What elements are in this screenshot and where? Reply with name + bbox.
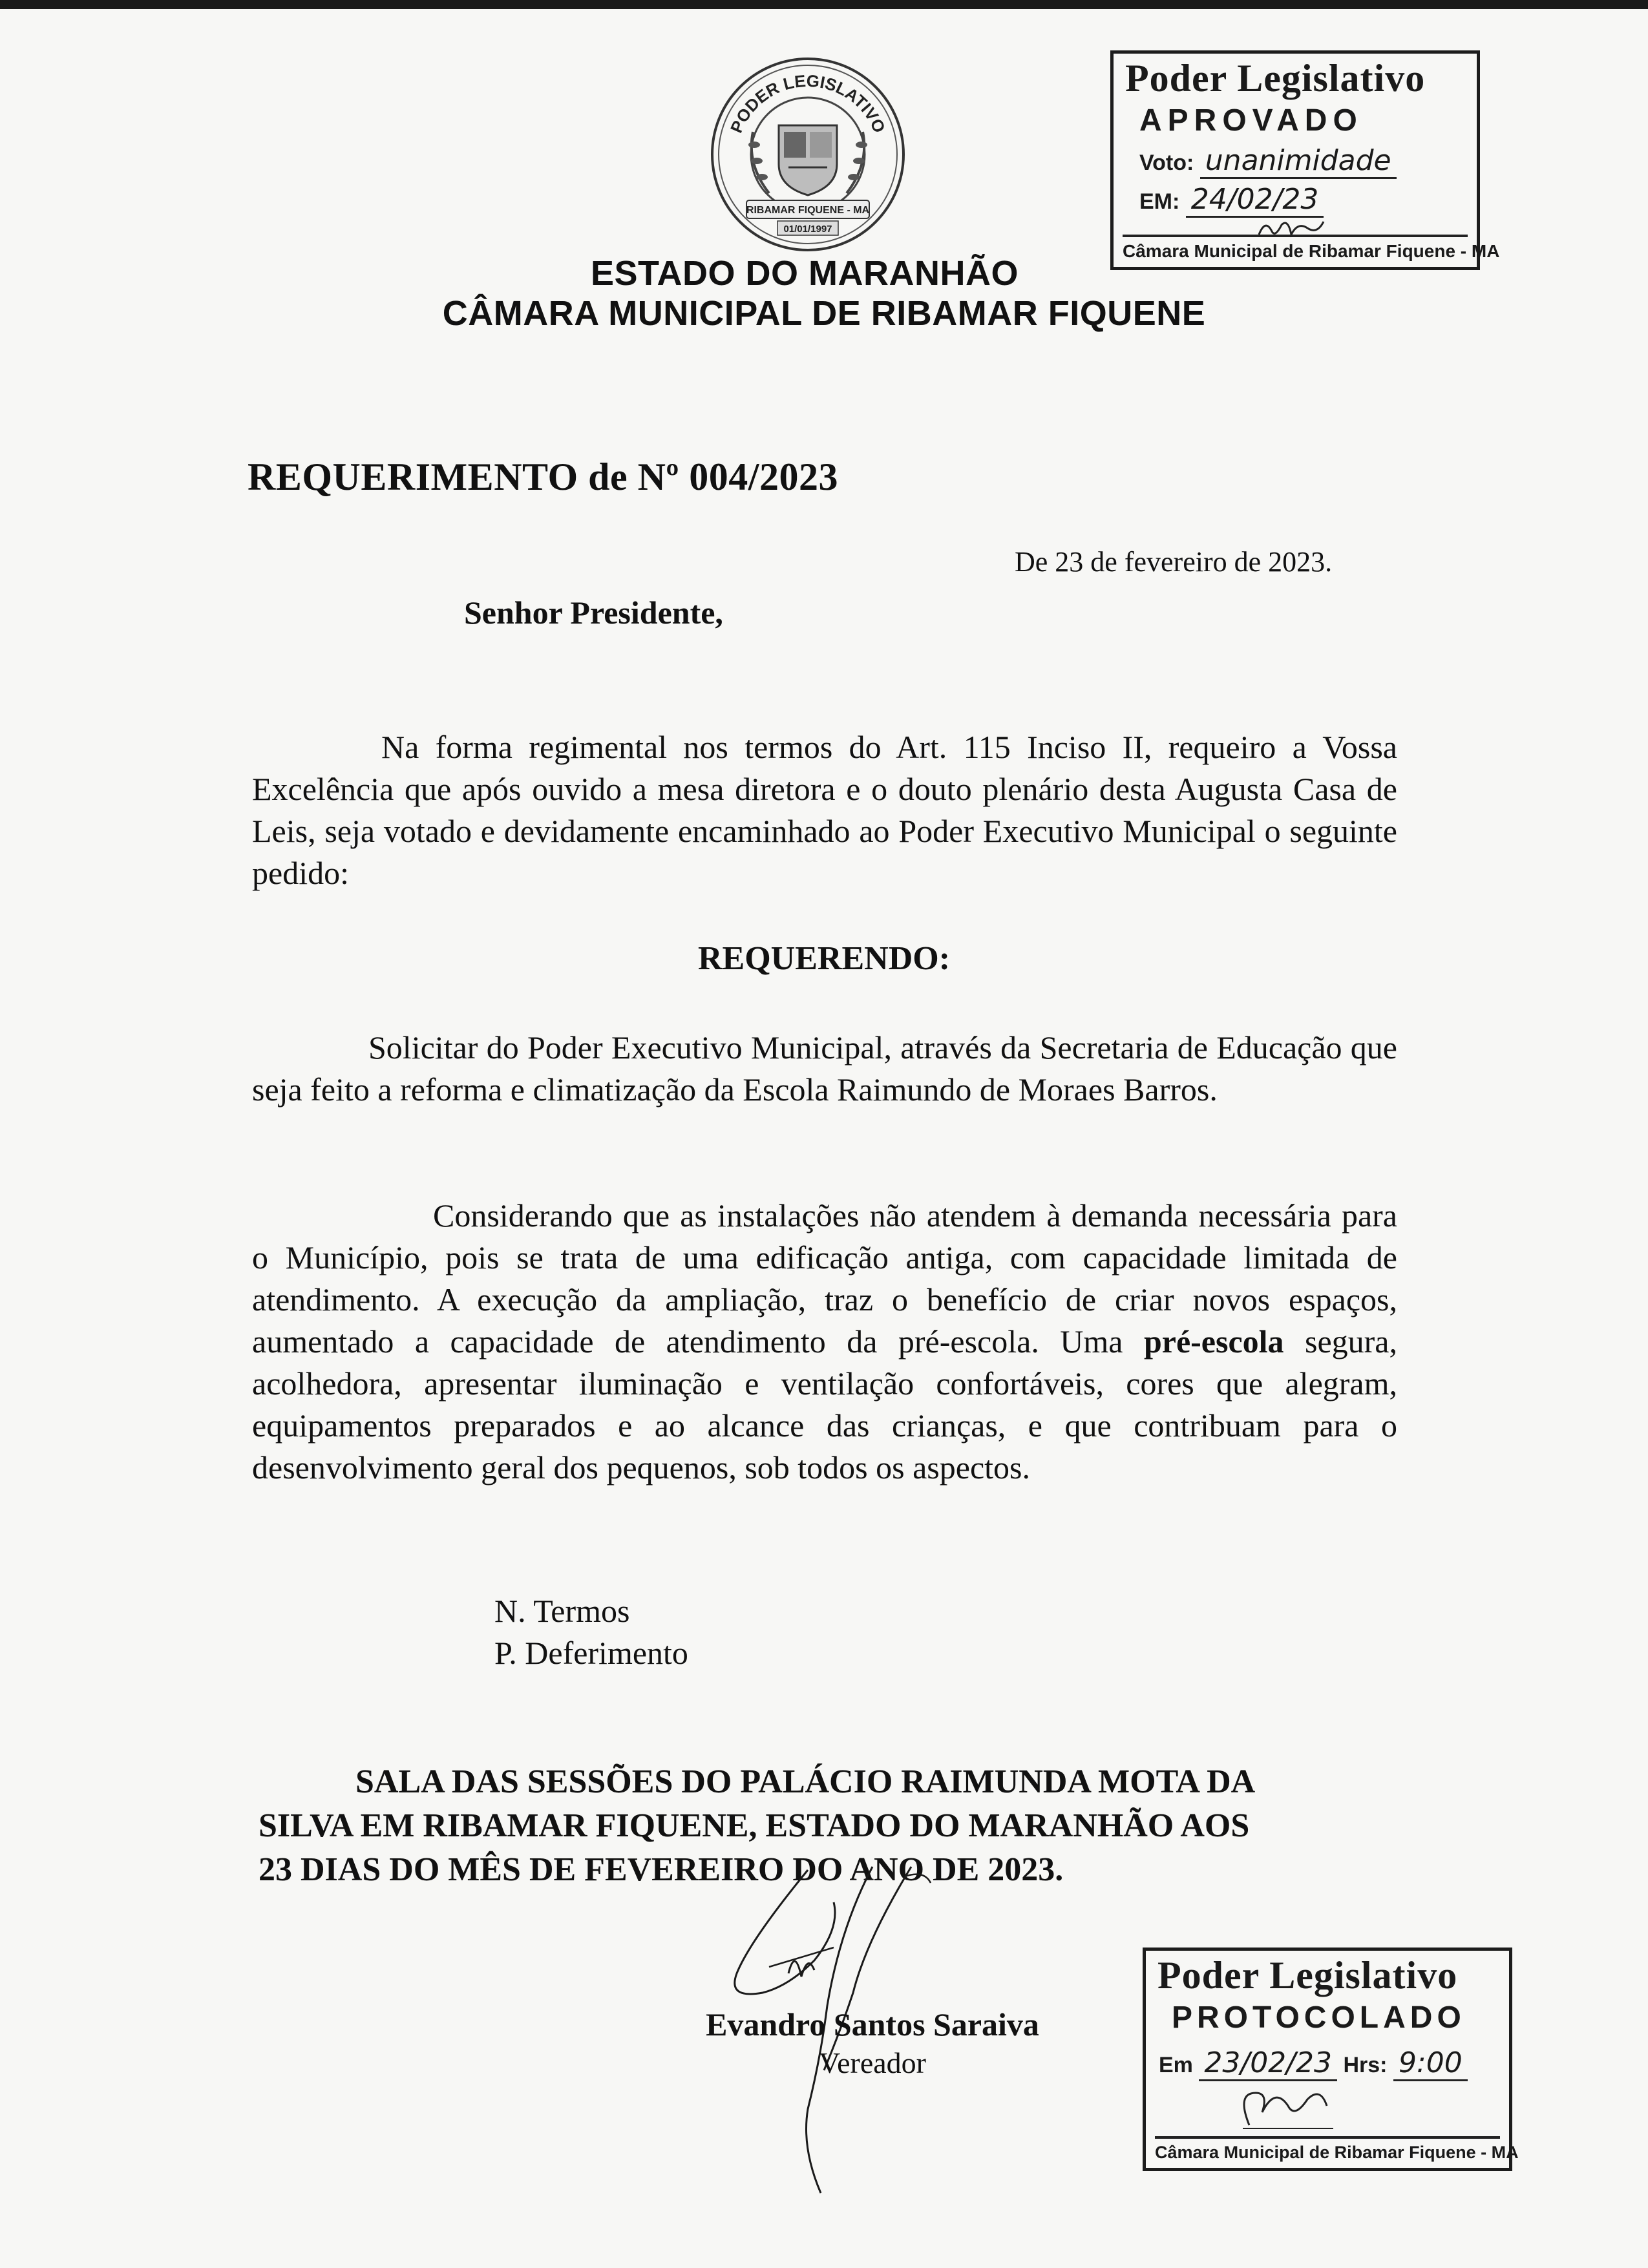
chamber-heading: CÂMARA MUNICIPAL DE RIBAMAR FIQUENE [442,294,1206,333]
protocol-date-row [1159,2046,1468,2079]
paragraph-request: Solicitar do Poder Executivo Municipal, através da Secretaria de Educação que seja feito a reforma e climatização da Escola Raimundo de Moraes Barros. [252,1029,1397,1108]
vote-label: Voto: [1139,151,1194,175]
closing-deferment: P. Deferimento [494,1635,688,1671]
justification-emphasis: pré-escola [1143,1323,1284,1360]
approved-stamp-title: Poder Legislativo [1125,57,1426,100]
vote-value: unanimidade [1200,144,1397,179]
document-date: De 23 de fevereiro de 2023. [1015,546,1333,578]
state-heading: ESTADO DO MARANHÃO [591,254,1019,293]
justification-text-a: Considerando que as instalações não atendem à demanda necessária para o Município, pois se trata de uma edificação antiga, com capacidade limitada de atendimento. A execução da ampliação, traz o benefício de criar novos espaços, aumentado a capacidade de atendimento da pré-escola. Uma [252,1197,1397,1360]
chamber-seal-icon [708,54,908,255]
protocol-hours-value: 9:00 [1393,2046,1468,2081]
protocol-stamp-status: PROTOCOLADO [1172,2000,1466,2035]
protocol-date-label: Em [1159,2053,1193,2077]
seal-top-text: PODER LEGISLATIVO [726,70,890,136]
approved-date-value: 24/02/23 [1186,183,1324,218]
protocol-hours-label: Hrs: [1343,2053,1388,2077]
requerendo-heading: REQUERENDO: [697,940,951,977]
approved-stamp-status: APROVADO [1139,103,1363,138]
session-line-3: 23 DIAS DO MÊS DE FEVEREIRO DO ANO DE 2023. [259,1851,1064,1888]
justification-text-b: segura, acolhedora, apresentar iluminação e ventilação confortáveis, cores que alegram, equipamentos preparados e ao alcance das crianças, e que contribuam para o desenvolvimento geral dos pequenos, sob todos os aspectos. [252,1323,1397,1486]
request-title: REQUERIMENTO de Nº 004/2023 [248,456,838,498]
signer-name: Evandro Santos Saraiva [706,2006,1039,2042]
protocol-stamp [1143,1948,1519,2171]
protocol-stamp-footer: Câmara Municipal de Ribamar Fiquene - MA [1155,2136,1500,2163]
approved-stamp [1110,50,1500,270]
salutation: Senhor Presidente, [464,594,723,631]
paragraph-justification [252,1195,1397,1489]
closing-terms: N. Termos [494,1593,630,1629]
approved-stamp-footer: Câmara Municipal de Ribamar Fiquene - MA [1123,235,1468,262]
session-line-2: SILVA EM RIBAMAR FIQUENE, ESTADO DO MARANHÃO AOS [259,1807,1250,1844]
protocol-date-value: 23/02/23 [1199,2046,1337,2081]
approved-date-label: EM: [1139,189,1180,214]
paragraph-intro: Na forma regimental nos termos do Art. 115 Inciso II, requeiro a Vossa Excelência que após ouvido a mesa diretora e o douto plenário desta Augusta Casa de Leis, seja votado e devidamente encaminhado ao Poder Executivo Municipal o seguinte pedido: [252,729,1397,891]
seal-date-text: 01/01/1997 [783,224,832,235]
seal-city-text: RIBAMAR FIQUENE - MA [746,205,870,216]
session-line-1: SALA DAS SESSÕES DO PALÁCIO RAIMUNDA MOTA DA [355,1763,1256,1800]
approved-vote-row [1139,144,1397,177]
approved-date-row [1139,183,1324,216]
protocol-initials-icon [1230,2080,1340,2132]
protocol-stamp-title: Poder Legislativo [1157,1954,1458,1997]
signer-role: Vereador [818,2046,926,2079]
